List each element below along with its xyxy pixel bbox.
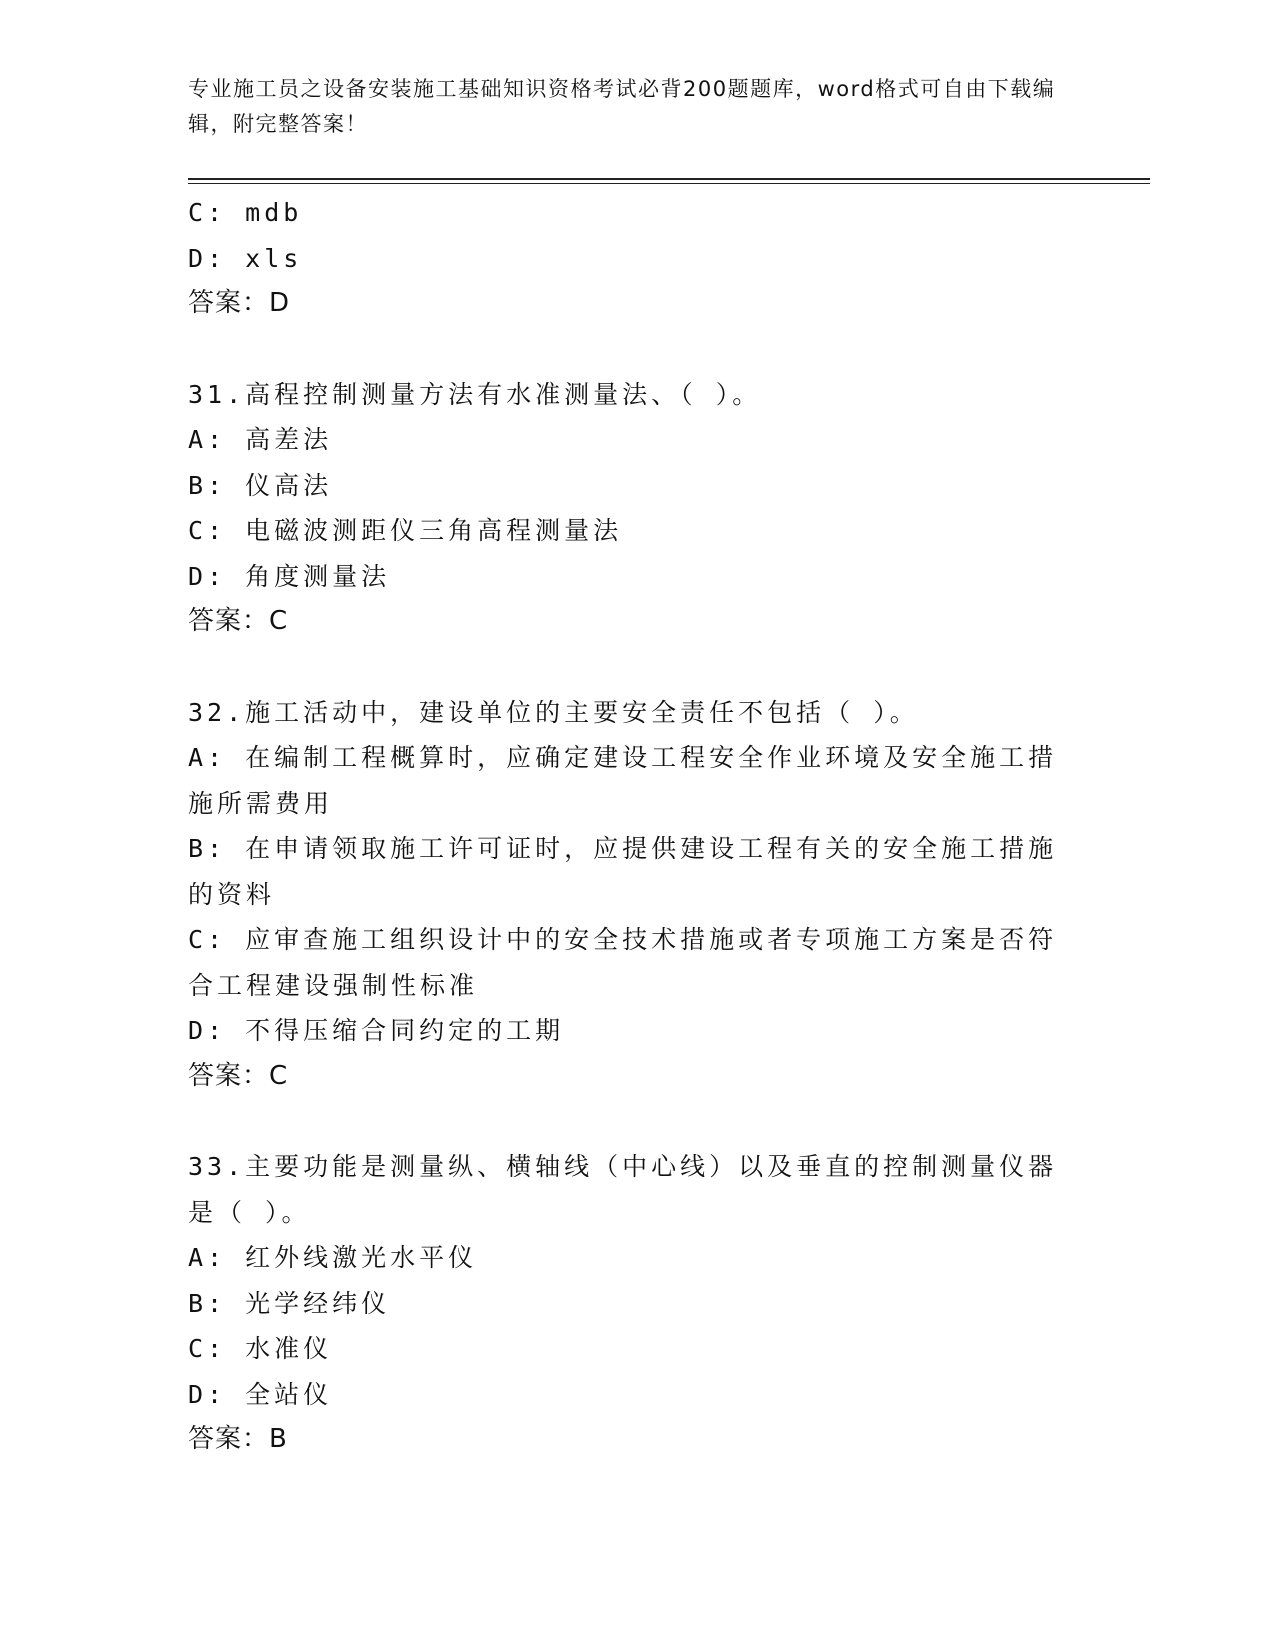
option-d: D: 角度测量法 xyxy=(188,561,391,591)
spacer xyxy=(188,1099,1068,1144)
option-d: D: xls xyxy=(188,243,303,273)
option-b: B: 光学经纬仪 xyxy=(188,1288,391,1318)
question-stem: 33.主要功能是测量纵、横轴线（中心线）以及垂直的控制测量仪器是（ ）。 xyxy=(188,1152,1058,1227)
option-a: A: 在编制工程概算时，应确定建设工程安全作业环境及安全施工措施所需费用 xyxy=(188,743,1058,818)
option-a: A: 红外线激光水平仪 xyxy=(188,1243,478,1272)
option-d: D: 全站仪 xyxy=(188,1379,333,1409)
option-c: C: 水准仪 xyxy=(188,1334,333,1363)
document-title: 专业施工员之设备安装施工基础知识资格考试必背200题题库，word格式可自由下载编辑，附完整答案！ xyxy=(188,77,1056,136)
answer-line: 答案：D xyxy=(188,288,291,318)
document-body xyxy=(188,190,1068,1463)
question-stem: 31.高程控制测量方法有水准测量法、（ ）。 xyxy=(188,379,762,409)
page-header xyxy=(188,72,1068,142)
spacer xyxy=(188,645,1068,690)
question-block-31 xyxy=(188,372,1068,645)
option-c: C: mdb xyxy=(188,198,303,227)
answer-line: 答案：B xyxy=(188,1424,288,1454)
option-c: C: 电磁波测距仪三角高程测量法 xyxy=(188,516,623,545)
spacer xyxy=(188,327,1068,372)
answer-line: 答案：C xyxy=(188,606,289,636)
option-d: D: 不得压缩合同约定的工期 xyxy=(188,1016,565,1045)
question-block-33 xyxy=(188,1144,1068,1463)
option-a: A: 高差法 xyxy=(188,425,333,454)
header-divider xyxy=(188,178,1150,184)
answer-line: 答案：C xyxy=(188,1060,289,1091)
option-c: C: 应审查施工组织设计中的安全技术措施或者专项施工方案是否符合工程建设强制性标准 xyxy=(188,925,1058,1000)
option-b: B: 在申请领取施工许可证时，应提供建设工程有关的安全施工措施的资料 xyxy=(188,834,1058,909)
option-b: B: 仪高法 xyxy=(188,470,333,500)
question-stem: 32.施工活动中，建设单位的主要安全责任不包括（ ）。 xyxy=(188,697,919,727)
question-block-32 xyxy=(188,690,1068,1100)
question-block-30-tail xyxy=(188,190,1068,327)
